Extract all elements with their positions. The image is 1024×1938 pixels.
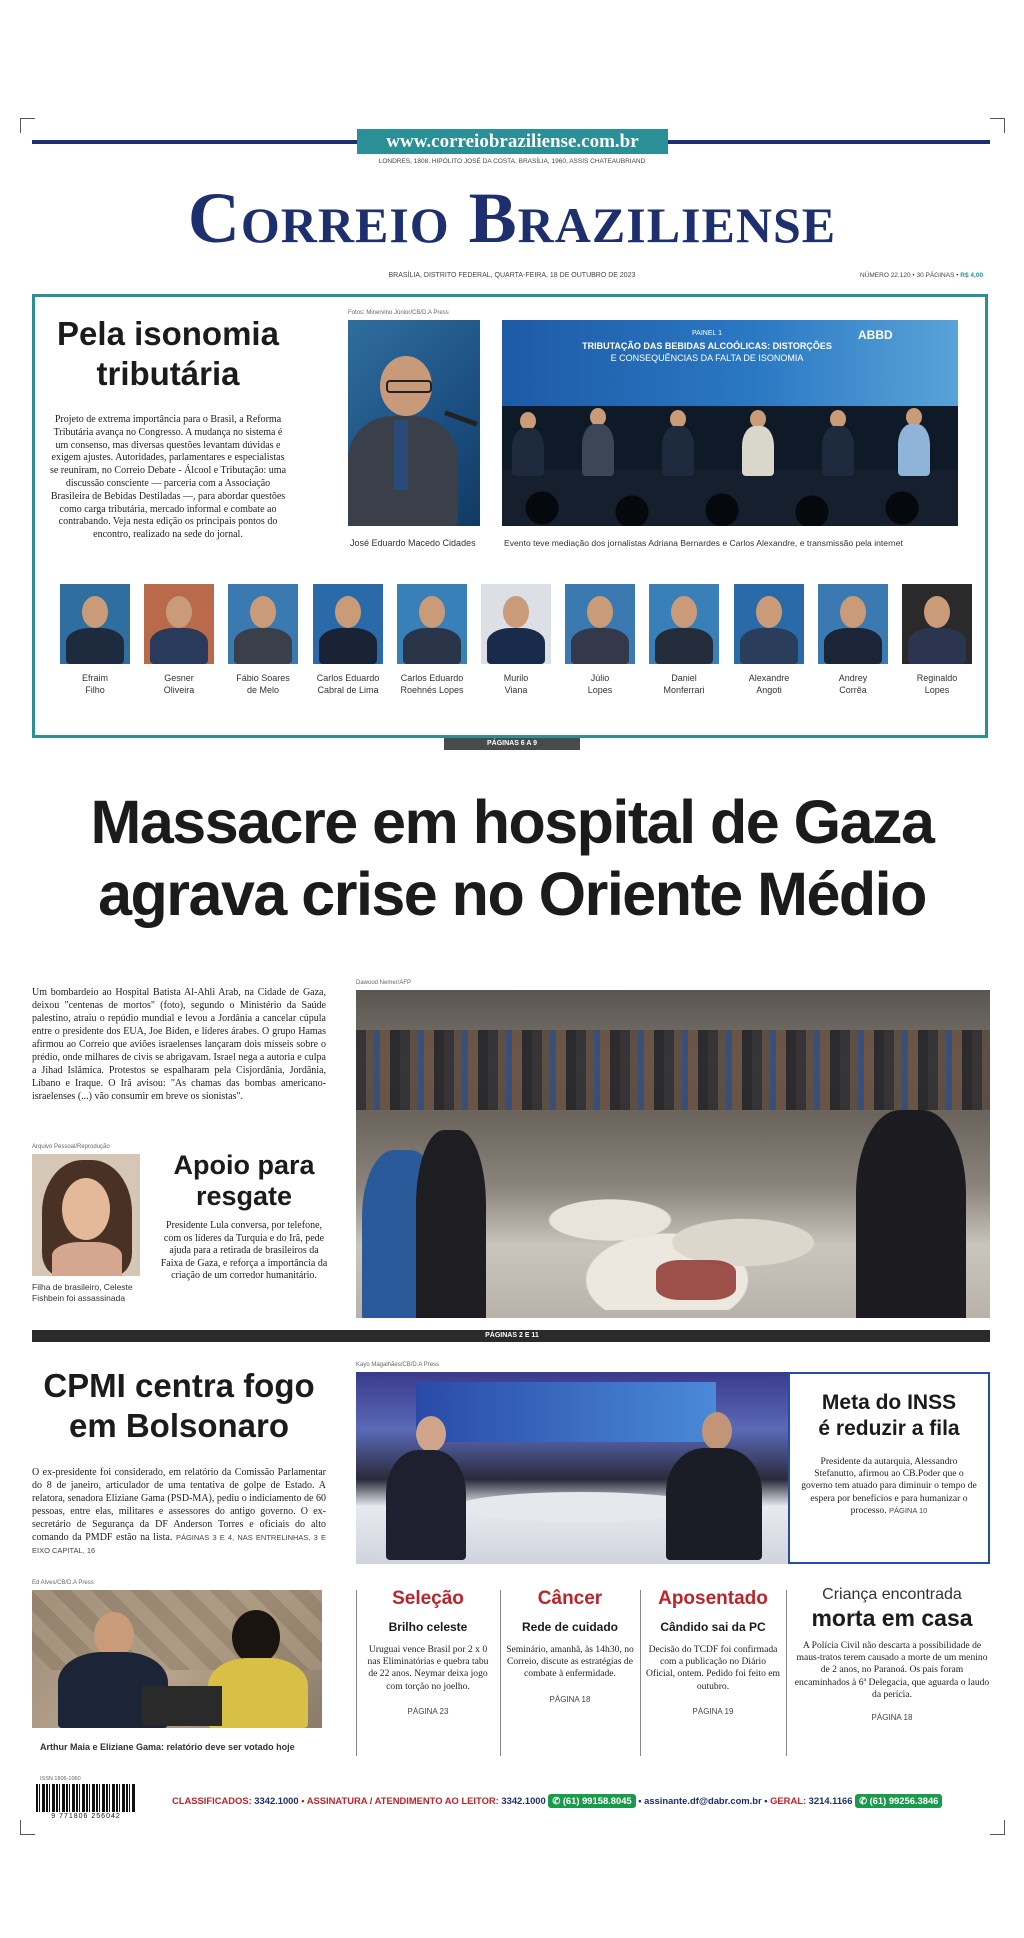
speaker-name-line2: Angoti <box>756 685 782 695</box>
speaker-name-line2: Corrêa <box>839 685 867 695</box>
main-body: Um bombardeio ao Hospital Batista Al-Ahli Arab, na Cidade de Gaza, deixou "centenas de mortos" (foto), segundo o Ministério da Saúde palestino, atraiu o repúdio mundial e levou a Jordânia a cancelar cúpula entre o presidente dos EUA, Joe Biden, e líderes árabes. O grupo Hamas afirmou ao Correio que aviões israelenses lançaram dois mísseis sobre o prédio, onde milhares de civis se abrigavam. Israel nega a autoria e culpa a Jihad Islâmica. Protestos se espalharam pela Cisjordânia, Jordânia, Líbano e Iraque. O Irã avisou: "As chamas das bombas americano-israelenses (...) vão consumir em breve os sionistas". <box>32 987 326 1102</box>
stefanutto-head <box>702 1412 732 1450</box>
feature-headline-line2: tributária <box>96 355 240 392</box>
main-headline-line1: Massacre em hospital de Gaza <box>90 788 934 856</box>
cpmi-body <box>32 1466 326 1557</box>
portrait-suit <box>571 628 629 664</box>
column-selecao-kicker: Seleção <box>392 1588 464 1609</box>
crowd-band <box>356 1030 990 1110</box>
portrait-head <box>335 596 361 628</box>
inss-body-text: Presidente da autarquia, Alessandro Stefanutto, afirmou ao CB.Poder que o governo tem atuado para diminuir o tempo de espera por benefícios e para humanizar o processo. <box>801 1456 977 1516</box>
classificados-label: CLASSIFICADOS: <box>172 1795 252 1806</box>
audience-silhouettes <box>502 488 958 526</box>
feature-photo-panel-caption: Evento teve mediação dos jornalistas Adriana Bernardes e Carlos Alexandre, e transmissão pela internet <box>504 538 903 548</box>
speaker-name-line1: Murilo <box>503 673 529 683</box>
crop-mark-bottom-right <box>990 1820 1005 1835</box>
panel-screen-line3: E CONSEQUÊNCIAS DA FALTA DE ISONOMIA <box>610 353 804 363</box>
gaza-pages-tag: PÁGINAS 2 E 11 <box>444 1330 580 1342</box>
edition-price: R$ 4,00 <box>960 272 984 279</box>
speaker-name <box>387 672 477 696</box>
cpmi-laptop <box>142 1686 222 1726</box>
speaker-name-line2: Lopes <box>924 685 950 695</box>
cpmi-body-text: O ex-presidente foi considerado, em relatório da Comissão Parlamentar do 8 de janeiro, articulador de uma tentativa de golpe de Estado. A relatora, senadora Eliziane Gama (PSD-MA), pediu o indiciamento de 60 pessoas, entre elas, militares e assessores do antigo governo. O ex-secretário de Segurança da DF Anderson Torres e oficiais do alto comando da PMDF estão na lista. <box>32 1467 326 1543</box>
column-divider-3 <box>640 1590 641 1756</box>
barcode <box>36 1784 136 1812</box>
whatsapp-badge-2[interactable] <box>855 1794 942 1808</box>
fg-person-left-2 <box>416 1130 486 1318</box>
portrait-head <box>924 596 950 628</box>
side-photo-portrait <box>32 1154 140 1276</box>
dateline: BRASÍLIA, DISTRITO FEDERAL, QUARTA-FEIRA, 18 DE OUTUBRO DE 2023 <box>388 272 636 279</box>
speaker-name <box>892 672 982 696</box>
masthead-rule-left <box>32 140 357 144</box>
speaker-name-line2: Monferrari <box>663 685 705 695</box>
inss-headline-line1: Meta do INSS <box>821 1391 957 1414</box>
portrait-head <box>166 596 192 628</box>
crime-headline: morta em casa <box>811 1605 973 1631</box>
speaker-name-line2: Cabral de Lima <box>317 685 379 695</box>
whatsapp-icon: ✆ <box>859 1795 867 1806</box>
column-cancer-kicker: Câncer <box>537 1588 603 1609</box>
column-aposentado-title: Cândido sai da PC <box>660 1620 766 1634</box>
feature-headline <box>48 314 288 394</box>
portrait-suit <box>740 628 798 664</box>
feature-photo-speaker-caption: José Eduardo Macedo Cidades <box>350 538 476 548</box>
column-cancer-page: PÁGINA 18 <box>549 1694 591 1704</box>
portrait-suit <box>66 628 124 664</box>
panelist-body-2 <box>582 424 614 476</box>
column-aposentado-body: Decisão do TCDF foi confirmada com a publicação no Diário Oficial, ontem. Pedido foi feito em outubro. <box>646 1644 781 1692</box>
feature-photo-panel <box>502 320 958 526</box>
panelist-body-3 <box>662 426 694 476</box>
portrait-suit <box>655 628 713 664</box>
speaker-portrait <box>902 584 972 664</box>
speaker-name-line2: de Melo <box>246 685 280 695</box>
portrait-shoulders <box>52 1242 122 1276</box>
speaker-name-line1: Carlos Eduardo <box>400 673 464 683</box>
column-selecao-page: PÁGINA 23 <box>407 1706 449 1716</box>
panel-screen-line2: TRIBUTAÇÃO DAS BEBIDAS ALCOÓLICAS: DISTORÇÕES <box>582 341 832 351</box>
feature-body: Projeto de extrema importância para o Brasil, a Reforma Tributária avança no Congresso. A mudança no sistema é um consenso, mas diversas questões levantam dúvidas e exigem ajustes. Autoridades, parlamentares e especialistas se reuniram, no Correio Debate - Álcool e Tributação: uma discussão consciente — parceria com a Associação Brasileira de Bebidas Destiladas —, para abordar questões como carga tributária, mercado informal e combate ao contrabando. Veja nesta edição os principais pontos do encontro, realizado na sede do jornal. <box>49 414 287 541</box>
speaker-portrait <box>818 584 888 664</box>
rescue-headline-line1: Apoio para <box>173 1150 315 1180</box>
inss-headline-line2: é reduzir a fila <box>818 1417 960 1440</box>
crop-mark-top-right <box>990 118 1005 133</box>
portrait-suit <box>908 628 966 664</box>
fg-person-right <box>856 1110 966 1318</box>
speaker-name-line2: Lopes <box>587 685 613 695</box>
panel-screen-text <box>562 328 852 364</box>
feature-photo-credit: Fotos: Minervino Júnior/CB/D.A Press <box>348 310 449 316</box>
interviewer-body <box>386 1450 466 1560</box>
cpmi-headline-line2: em Bolsonaro <box>68 1407 290 1444</box>
stefanutto-body <box>666 1448 762 1560</box>
speaker-portrait <box>313 584 383 664</box>
portrait-head <box>250 596 276 628</box>
portrait-suit <box>487 628 545 664</box>
cpmi-headline-line1: CPMI centra fogo <box>43 1367 315 1404</box>
speaker-microphone <box>444 410 478 426</box>
barcode-number: 9 771806 256042 <box>51 1813 121 1820</box>
column-cancer <box>506 1588 634 1704</box>
panelist-body-6 <box>898 424 930 476</box>
newspaper-title: Correio Braziliense <box>187 178 837 258</box>
rescue-headline <box>158 1150 330 1212</box>
portrait-head <box>840 596 866 628</box>
speaker-portrait <box>228 584 298 664</box>
interviewer-head <box>416 1416 446 1452</box>
panelist-body-1 <box>512 428 544 476</box>
cpmi-photo <box>32 1590 322 1728</box>
portrait-face <box>62 1178 110 1240</box>
speaker-portrait <box>649 584 719 664</box>
blanket-red <box>656 1260 736 1300</box>
inss-body <box>800 1456 978 1517</box>
cpmi-page-refs: PÁGINAS 3 E 4, NAS ENTRELINHAS, 3 E EIXO CAPITAL, 16 <box>32 1533 326 1555</box>
column-aposentado-kicker: Aposentado <box>658 1588 768 1609</box>
speaker-name-line1: Alexandre <box>748 673 790 683</box>
speaker-name <box>724 672 814 696</box>
panelist-body-4 <box>742 426 774 476</box>
speaker-name-line1: Andrey <box>838 673 868 683</box>
speaker-name-line2: Filho <box>85 685 105 695</box>
column-aposentado-page: PÁGINA 19 <box>692 1706 734 1716</box>
speaker-name-line2: Viana <box>504 685 528 695</box>
cpmi-photo-caption: Arthur Maia e Eliziane Gama: relatório deve ser votado hoje <box>40 1742 295 1752</box>
speaker-name <box>471 672 561 696</box>
speaker-name-line1: Júlio <box>590 673 610 683</box>
whatsapp-number-2: (61) 99256.3846 <box>869 1795 939 1806</box>
portrait-suit <box>403 628 461 664</box>
panelist-body-5 <box>822 426 854 476</box>
whatsapp-badge-1[interactable] <box>548 1794 635 1808</box>
crime-story <box>794 1586 990 1722</box>
speaker-name-line2: Roehnés Lopes <box>400 685 464 695</box>
feature-headline-line1: Pela isonomia <box>57 315 279 352</box>
speaker-name-line1: Reginaldo <box>916 673 958 683</box>
feature-photo-speaker <box>348 320 480 526</box>
speaker-name-line1: Carlos Eduardo <box>316 673 380 683</box>
masthead-rule-right <box>668 140 990 144</box>
inss-page: PÁGINA 10 <box>889 1505 928 1515</box>
portrait-suit <box>319 628 377 664</box>
gama-hair <box>232 1610 280 1664</box>
speaker-name <box>808 672 898 696</box>
speaker-portrait <box>144 584 214 664</box>
main-photo-gaza <box>356 990 990 1318</box>
side-photo-caption: Filha de brasileiro, Celeste Fishbein foi assassinada <box>32 1282 133 1303</box>
portrait-head <box>671 596 697 628</box>
speaker-name <box>218 672 308 696</box>
speaker-portrait <box>397 584 467 664</box>
crime-kicker: Criança encontrada <box>822 1586 962 1603</box>
rescue-body: Presidente Lula conversa, por telefone, com os líderes da Turquia e do Irã, pede ajuda para a retirada de brasileiros da Faixa de Gaza, e reforça a importância da criação de um corredor humanitário. <box>160 1220 328 1281</box>
whatsapp-icon: ✆ <box>552 1795 561 1806</box>
speaker-name-line1: Gesner <box>164 673 194 683</box>
feature-pages-tag: PÁGINAS 6 A 9 <box>444 738 580 750</box>
geral-phone[interactable]: 3214.1166 <box>808 1795 853 1806</box>
speaker-name-line2: Oliveira <box>163 685 195 695</box>
edition-number: NÚMERO 22.120 • 30 PÁGINAS • <box>860 272 959 279</box>
column-selecao <box>362 1588 494 1716</box>
geral-label: GERAL: <box>770 1795 807 1806</box>
site-url[interactable]: www.correiobraziliense.com.br <box>357 129 668 154</box>
speaker-tie <box>394 420 408 490</box>
founders-line: LONDRES, 1808, HIPÓLITO JOSÉ DA COSTA. BRASÍLIA, 1960, ASSIS CHATEAUBRIAND <box>378 158 646 165</box>
speaker-name <box>134 672 224 696</box>
inss-photo-credit: Kayo Magalhães/CB/D.A Press <box>356 1362 440 1368</box>
inss-photo <box>356 1372 788 1564</box>
portrait-head <box>82 596 108 628</box>
inss-headline <box>796 1390 982 1442</box>
speaker-portrait <box>60 584 130 664</box>
side-photo-credit: Arquivo Pessoal/Reprodução <box>32 1144 110 1150</box>
portrait-head <box>587 596 613 628</box>
panel-logo: ABBD <box>858 328 893 342</box>
speaker-name-line1: Fábio Soares <box>236 673 290 683</box>
column-selecao-title: Brilho celeste <box>388 1620 468 1634</box>
assinatura-label: • ASSINATURA / ATENDIMENTO AO LEITOR: <box>301 1795 499 1806</box>
speaker-portrait <box>734 584 804 664</box>
cpmi-photo-credit: Ed Alves/CB/D.A Press <box>32 1580 94 1586</box>
main-photo-credit: Dawood Nemer/AFP <box>356 980 412 986</box>
main-headline-line2: agrava crise no Oriente Médio <box>98 860 926 928</box>
speaker-name <box>555 672 645 696</box>
subscriber-email[interactable]: • assinante.df@dabr.com.br • <box>638 1795 768 1806</box>
column-cancer-body: Seminário, amanhã, às 14h30, no Correio, discute as estratégias de combate à enfermidade. <box>506 1644 634 1680</box>
speaker-portrait <box>565 584 635 664</box>
panel-screen-line1: PAINEL 1 <box>692 330 722 337</box>
column-cancer-title: Rede de cuidado <box>521 1620 619 1634</box>
column-selecao-body: Uruguai vence Brasil por 2 x 0 nas Eliminatórias e quebra tabu de 22 anos. Neymar deixa jogo com torção no joelho. <box>367 1644 489 1692</box>
column-divider-1 <box>356 1590 357 1756</box>
assinatura-phone[interactable]: 3342.1000 <box>501 1795 546 1806</box>
portrait-suit <box>234 628 292 664</box>
crop-mark-bottom-left <box>20 1820 35 1835</box>
portrait-head <box>503 596 529 628</box>
speaker-glasses <box>386 380 432 393</box>
speaker-portrait <box>481 584 551 664</box>
cpmi-headline <box>32 1366 326 1446</box>
column-aposentado <box>646 1588 780 1716</box>
studio-screen <box>416 1382 716 1442</box>
crop-mark-top-left <box>20 118 35 133</box>
speaker-name <box>303 672 393 696</box>
portrait-suit <box>150 628 208 664</box>
classificados-phone[interactable]: 3342.1000 <box>254 1795 299 1806</box>
portrait-suit <box>824 628 882 664</box>
portrait-head <box>756 596 782 628</box>
main-headline <box>30 786 994 930</box>
column-divider-2 <box>500 1590 501 1756</box>
speaker-name <box>50 672 140 696</box>
column-divider-4 <box>786 1590 787 1756</box>
portrait-head <box>419 596 445 628</box>
speaker-name-line1: Efraim <box>81 673 108 683</box>
footer-contacts <box>172 1794 992 1808</box>
barcode-issn: ISSN 1806-1060 <box>40 1776 81 1782</box>
gama-jacket <box>208 1658 308 1728</box>
speaker-name-line1: Daniel <box>671 673 697 683</box>
speaker-name <box>639 672 729 696</box>
whatsapp-number-1: (61) 99158.8045 <box>562 1795 632 1806</box>
crime-page: PÁGINA 18 <box>871 1713 913 1723</box>
edition-info <box>860 272 995 279</box>
crime-body: A Polícia Civil não descarta a possibilidade de maus-tratos terem causado a morte de um menino de 2 anos, no Paranoá. Os pais foram encaminhados à 6ª Delegacia, que aguarda o laudo da perícia. <box>794 1640 990 1700</box>
rescue-headline-line2: resgate <box>195 1181 293 1211</box>
